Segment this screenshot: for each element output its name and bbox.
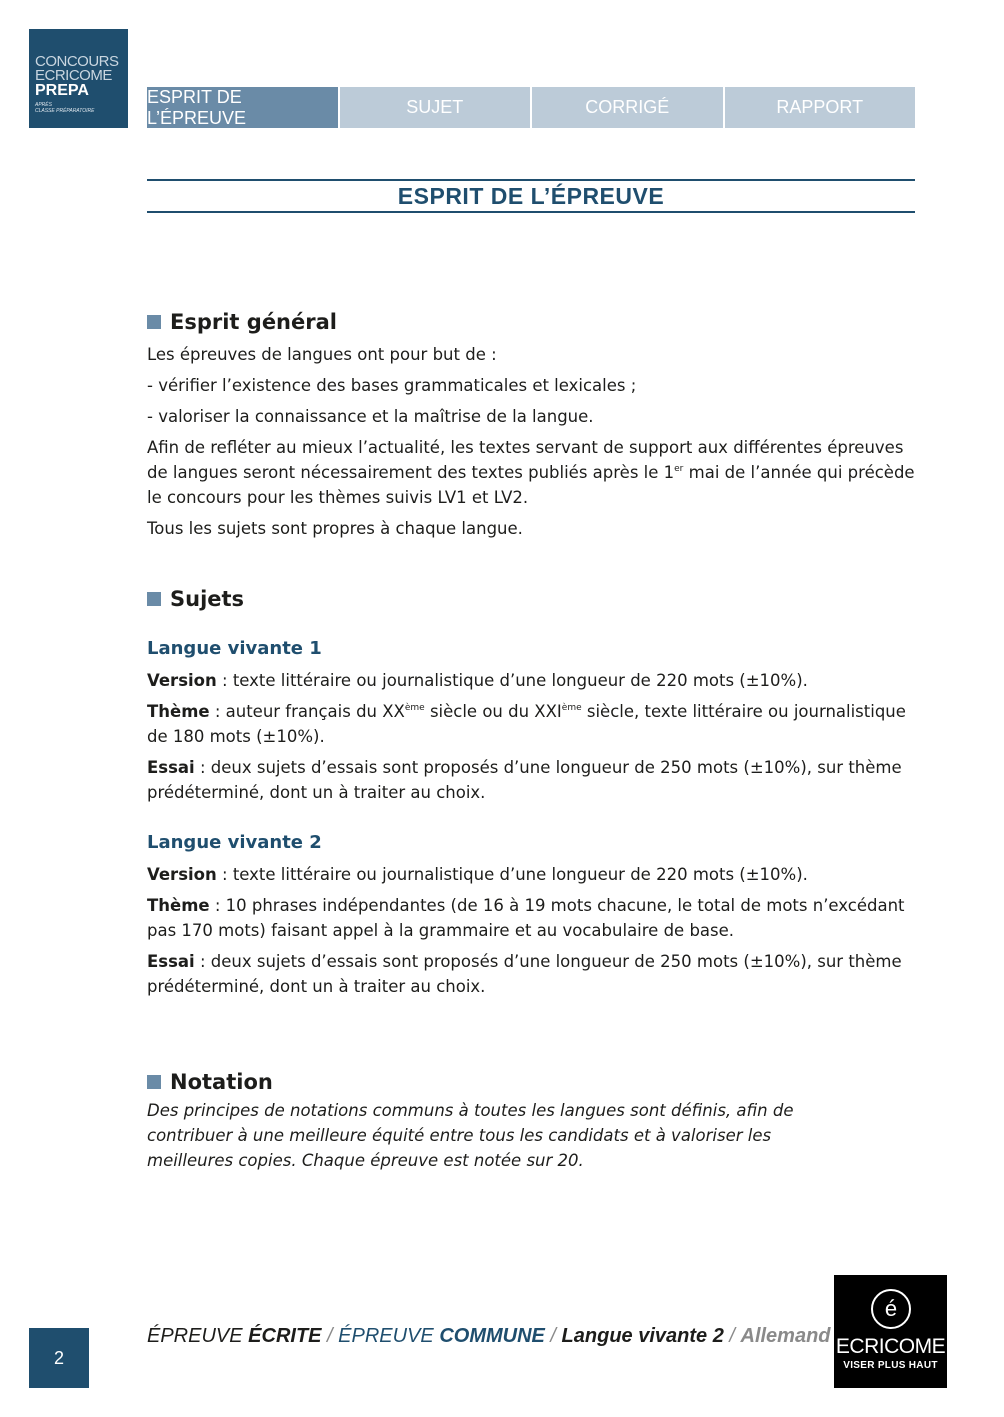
paragraph (147, 699, 917, 749)
section-esprit-general (147, 308, 917, 541)
lv1-block (147, 636, 917, 805)
section-tabs (147, 87, 915, 128)
square-bullet-icon (147, 592, 161, 606)
heading-text: Notation (170, 1070, 273, 1094)
subheading-lv2: Langue vivante 2 (147, 832, 322, 853)
tab-esprit[interactable]: ESPRIT DE L’ÉPREUVE (147, 87, 338, 128)
superscript: ème (561, 703, 582, 713)
ecricome-prepa-logo (29, 29, 128, 128)
section-heading (147, 585, 917, 613)
text-run: : texte littéraire ou journalistique d’une longueur de 220 mots (±10%). (216, 671, 808, 690)
square-bullet-icon (147, 315, 161, 329)
paragraph: Tous les sujets sont propres à chaque langue. (147, 519, 523, 538)
paragraph (147, 893, 917, 943)
paragraph: - valoriser la connaissance et la maîtrise de la langue. (147, 407, 594, 426)
text-run: : deux sujets d’essais sont proposés d’une longueur de 250 mots (±10%), sur thème prédéterminé, dont un à traiter au choix. (147, 952, 902, 996)
label-theme: Thème (147, 702, 210, 721)
logo-line-prepa: PREPA (35, 82, 89, 99)
notation-line: contribuer à une meilleure équité entre tous les candidats et à valoriser les (147, 1126, 772, 1145)
logo-line-classe: CLASSE PRÉPARATOIRE (35, 108, 95, 114)
paragraph (147, 862, 917, 887)
lv2-block (147, 830, 917, 999)
text-run: : auteur français du XX (209, 702, 405, 721)
section-heading (147, 308, 917, 336)
notation-line: meilleures copies. Chaque épreuve est notée sur 20. (147, 1151, 584, 1170)
ecricome-logo (834, 1275, 947, 1388)
footer-separator: / (723, 1325, 741, 1347)
paragraph: - vérifier l’existence des bases grammaticales et lexicales ; (147, 376, 637, 395)
page-number: 2 (29, 1328, 89, 1388)
heading-text: Esprit général (170, 310, 337, 334)
section-notation (147, 1068, 917, 1173)
subheading-lv1: Langue vivante 1 (147, 638, 322, 659)
footer-part: COMMUNE (439, 1325, 545, 1347)
text-run: siècle ou du XXI (424, 702, 562, 721)
page-title: ESPRIT DE L’ÉPREUVE (147, 179, 915, 213)
label-essai: Essai (147, 952, 195, 971)
text-run: : texte littéraire ou journalistique d’une longueur de 220 mots (±10%). (216, 865, 808, 884)
footer-part: ÉPREUVE (147, 1325, 249, 1347)
footer-part: Langue vivante 2 (561, 1325, 724, 1347)
text-run: mai de l’année qui précède le concours pour les thèmes suivis LV1 et LV2. (147, 463, 915, 507)
label-theme: Thème (147, 896, 210, 915)
text-run: : deux sujets d’essais sont proposés d’une longueur de 250 mots (±10%), sur thème prédéterminé, dont un à traiter au choix. (147, 758, 902, 802)
footer-breadcrumb (147, 1325, 831, 1353)
tab-sujet[interactable]: SUJET (340, 87, 531, 128)
label-version: Version (147, 671, 217, 690)
logo-line-ecricome: ECRICOME (35, 67, 112, 84)
paragraph (147, 668, 917, 693)
superscript: ème (404, 703, 425, 713)
logo-line-concours: CONCOURS (35, 53, 119, 70)
tab-rapport[interactable]: RAPPORT (725, 87, 916, 128)
paragraph (147, 435, 917, 510)
paragraph (147, 949, 917, 999)
label-essai: Essai (147, 758, 195, 777)
ecricome-e-icon: é (871, 1289, 911, 1329)
notation-line: Des principes de notations communs à toutes les langues sont définis, afin de (147, 1101, 794, 1120)
logo-tagline: VISER PLUS HAUT (843, 1360, 938, 1371)
footer-part: ÉPREUVE (338, 1325, 440, 1347)
footer-separator: / (544, 1325, 562, 1347)
section-heading (147, 1068, 917, 1096)
text-run: : 10 phrases indépendantes (de 16 à 19 mots chacune, le total de mots n’excédant pas 170 mots) faisant appel à la grammaire et au vocabulaire de base. (147, 896, 905, 940)
logo-line-apres: APRÈS (35, 102, 52, 108)
paragraph: Les épreuves de langues ont pour but de : (147, 345, 497, 364)
footer-part: Allemand (740, 1325, 831, 1347)
logo-name: ECRICOME (835, 1335, 946, 1358)
footer-separator: / (321, 1325, 339, 1347)
label-version: Version (147, 865, 217, 884)
square-bullet-icon (147, 1075, 161, 1089)
heading-text: Sujets (170, 587, 245, 611)
superscript: er (674, 464, 684, 474)
paragraph (147, 755, 917, 805)
footer-part: ÉCRITE (248, 1325, 322, 1347)
text-run: Afin de refléter au mieux l’actualité, les textes servant de support aux différentes épreuves de langues seront nécessairement des textes publiés après le 1 (147, 438, 904, 482)
tab-corrige[interactable]: CORRIGÉ (532, 87, 723, 128)
section-sujets (147, 585, 917, 999)
text-run: siècle, texte littéraire ou journalistique de 180 mots (±10%). (147, 702, 906, 746)
